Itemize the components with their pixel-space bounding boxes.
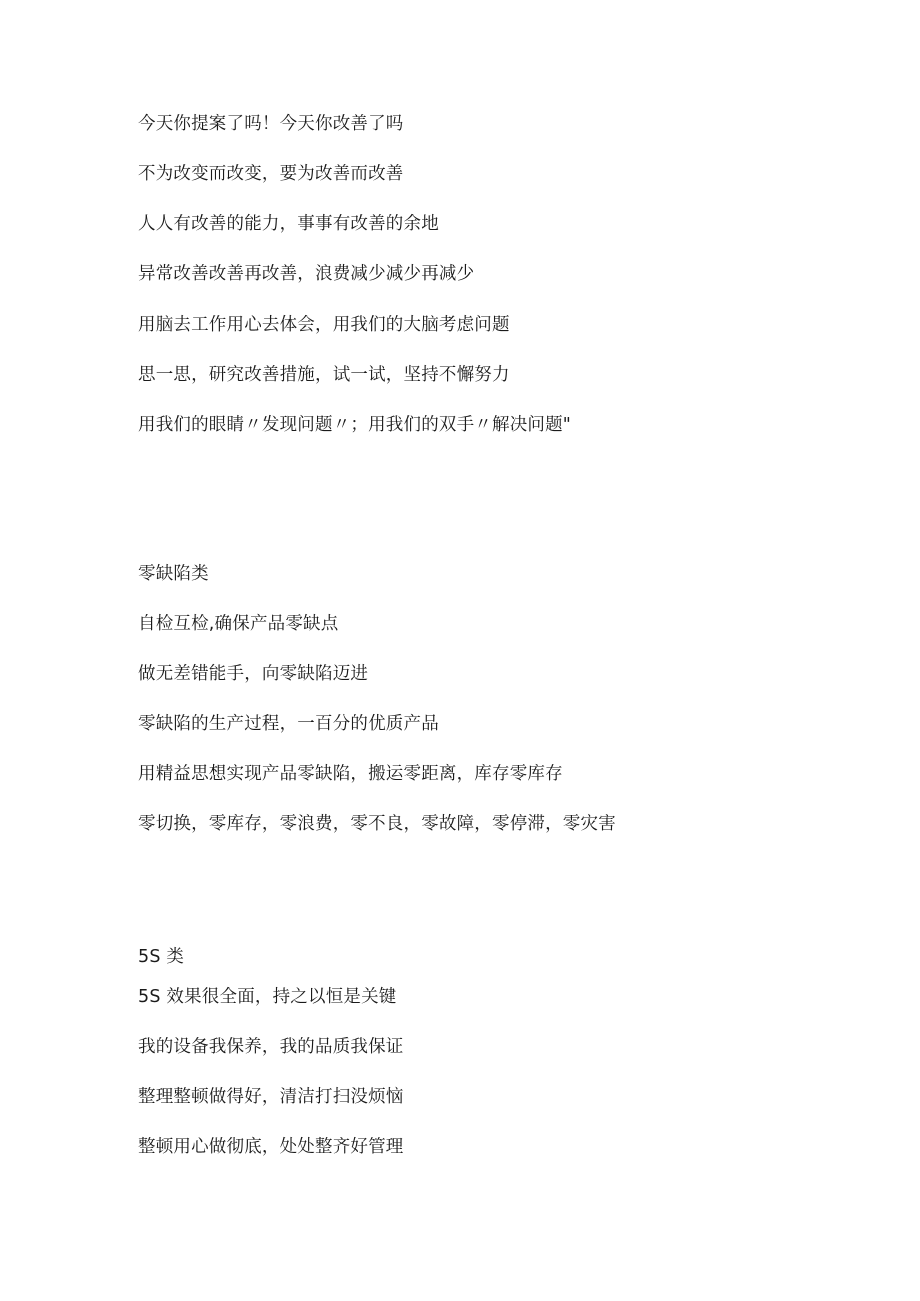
slogan-line: 我的设备我保养，我的品质我保证	[138, 1037, 404, 1057]
slogan-line: 用精益思想实现产品零缺陷，搬运零距离，库存零库存	[138, 764, 563, 784]
slogan-line: 用我们的眼睛〃发现问题〃；用我们的双手〃解决问题"	[138, 415, 572, 435]
slogan-line: 零切换，零库存，零浪费，零不良，零故障，零停滞，零灾害	[138, 814, 616, 834]
slogan-line: 自检互检,确保产品零缺点	[138, 614, 339, 634]
slogan-line: 今天你提案了吗！今天你改善了吗	[138, 114, 404, 134]
section-heading-zero-defect: 零缺陷类	[138, 564, 209, 584]
slogan-line: 不为改变而改变，要为改善而改善	[138, 164, 404, 184]
slogan-line: 人人有改善的能力，事事有改善的余地	[138, 214, 439, 234]
slogan-line: 思一思，研究改善措施，试一试，坚持不懈努力	[138, 365, 510, 385]
slogan-line: 用脑去工作用心去体会，用我们的大脑考虑问题	[138, 315, 510, 335]
section-heading-5s: 5S 类	[138, 947, 185, 967]
slogan-line: 零缺陷的生产过程，一百分的优质产品	[138, 714, 439, 734]
slogan-line: 异常改善改善再改善，浪费减少减少再减少	[138, 264, 475, 284]
slogan-line: 整顿用心做彻底，处处整齐好管理	[138, 1137, 404, 1157]
slogan-line: 整理整顿做得好，清洁打扫没烦恼	[138, 1087, 404, 1107]
slogan-line: 做无差错能手，向零缺陷迈进	[138, 664, 369, 684]
slogan-line: 5S 效果很全面，持之以恒是关键	[138, 987, 397, 1007]
